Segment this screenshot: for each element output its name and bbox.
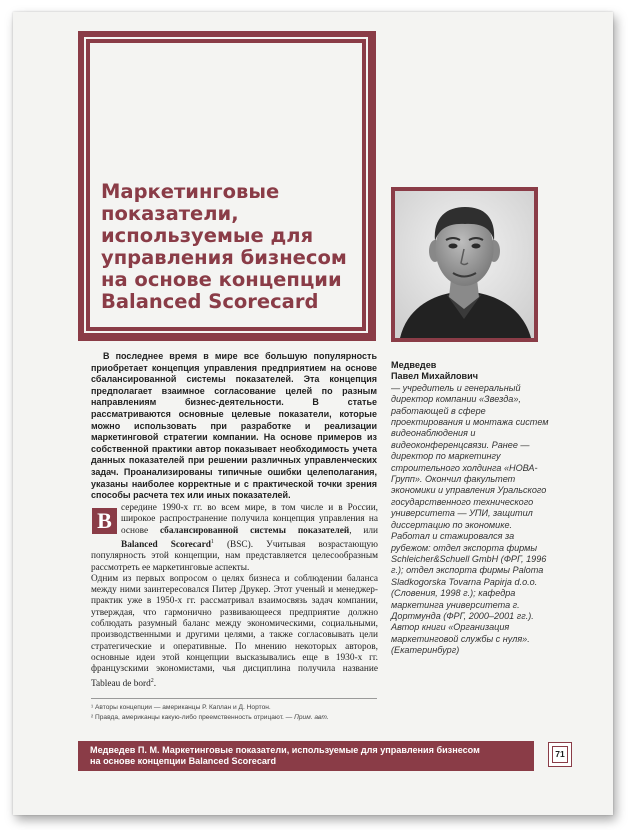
- author-bio: — учредитель и генеральный директор компании «Звезда», работающей в сфере проектирования и монтажа систем видеонаблюдения и видеоконференцсвязи. Ранее — директор по маркетингу строительного холдинга «НОВА-Групп». Окончил факультет экономики и управления Уральского государственного технического университета — УПИ, защитил диссертацию по экономике. Работал и стажировался за рубежом: отдел экспорта фирмы Schleicher&Schuell GmbH (ФРГ, 1996 г.); отдел экспорта фирмы Paloma Sladkogorska Tovarna Papirja d.o.o. (Словения, 1998 г.); кафедра маркетинга университета г. Дортмунда (ФРГ, 2000–2001 гг.). Автор книги «Организация маркетинговой службы с нуля». (Екатеринбург): [391, 382, 549, 656]
- drop-cap: В: [92, 508, 117, 534]
- author-photo: [395, 191, 534, 338]
- article-abstract: В последнее время в мире все большую популярность приобретает концепция управления предприятием на основе сбалансированной системы показателей. Эта концепция предполагает взаимное согласование целей по разным направлениям бизнес-деятельности. В статье рассматриваются основные целевые показатели, которые можно использовать при разработке и реализации маркетинговой стратегии компании. На основе примеров из собственной практики автор показывает необходимость учета данных показателей при решении различных управленческих задач. Проанализированы типичные ошибки целеполагания, указаны наиболее корректные и с практической точки зрения способы расчета тех или иных показателей.: [91, 351, 377, 501]
- footnote-2: ² Правда, американцы какую-либо преемственность отрицают. — Прим. авт.: [91, 714, 329, 721]
- author-info: [391, 360, 551, 657]
- title-box: [90, 43, 362, 327]
- body-paragraph-1: середине 1990-х гг. во всем мире, в том числе и в России, широкое распространение получила концепция управления на основе сбалансированной системы показателей, или Balanced Scorecard$^1$ (BSC). Учитывая возрастающую популярность этой концепции, нам представляется целесообразным рассмотреть ее маркетинговые аспекты.: [91, 503, 378, 573]
- author-given-name: Павел Михайлович: [391, 371, 478, 382]
- drop-cap-spacer: [91, 503, 121, 537]
- author-surname: Медведев: [391, 360, 437, 370]
- page-number-box: [548, 742, 572, 767]
- footnotes: [91, 703, 377, 723]
- footer-line-2: на основе концепции Balanced Scorecard: [90, 756, 277, 766]
- portrait-icon: [395, 191, 534, 338]
- author-photo-frame: [391, 187, 538, 342]
- footnote-divider: [91, 698, 377, 699]
- page-number: 71: [552, 746, 568, 763]
- article-title: Маркетинговые показатели, используемые для управления бизнесом на основе концепции Balanced Scorecard: [101, 180, 347, 313]
- footer-line-1: Медведев П. М. Маркетинговые показатели, используемые для управления бизнесом: [90, 745, 480, 755]
- footnote-1: ¹ Авторы концепции — американцы Р. Каплан и Д. Нортон.: [91, 704, 271, 711]
- article-body: [91, 503, 378, 690]
- body-paragraph-2: Одним из первых вопросом о целях бизнеса и соблюдении баланса между ними заинтересовался Питер Друкер. Этот ученый и менеджер-практик уже в 1950-х гг. рассматривал взаимосвязь задач компании, утверждая, что гармонично развивающееся предприятие должно соблюдать разумный баланс между экономическими, социальными, производственными и другими целями, а также согласовывать цели стратегические и оперативные. По мнению некоторых авторов, основные идеи этой концепции высказывались еще в 1930-х гг. французскими экономистами, чья дисциплина получила название Tableau de bord$^2$.: [91, 573, 378, 689]
- footer-citation: [90, 745, 530, 767]
